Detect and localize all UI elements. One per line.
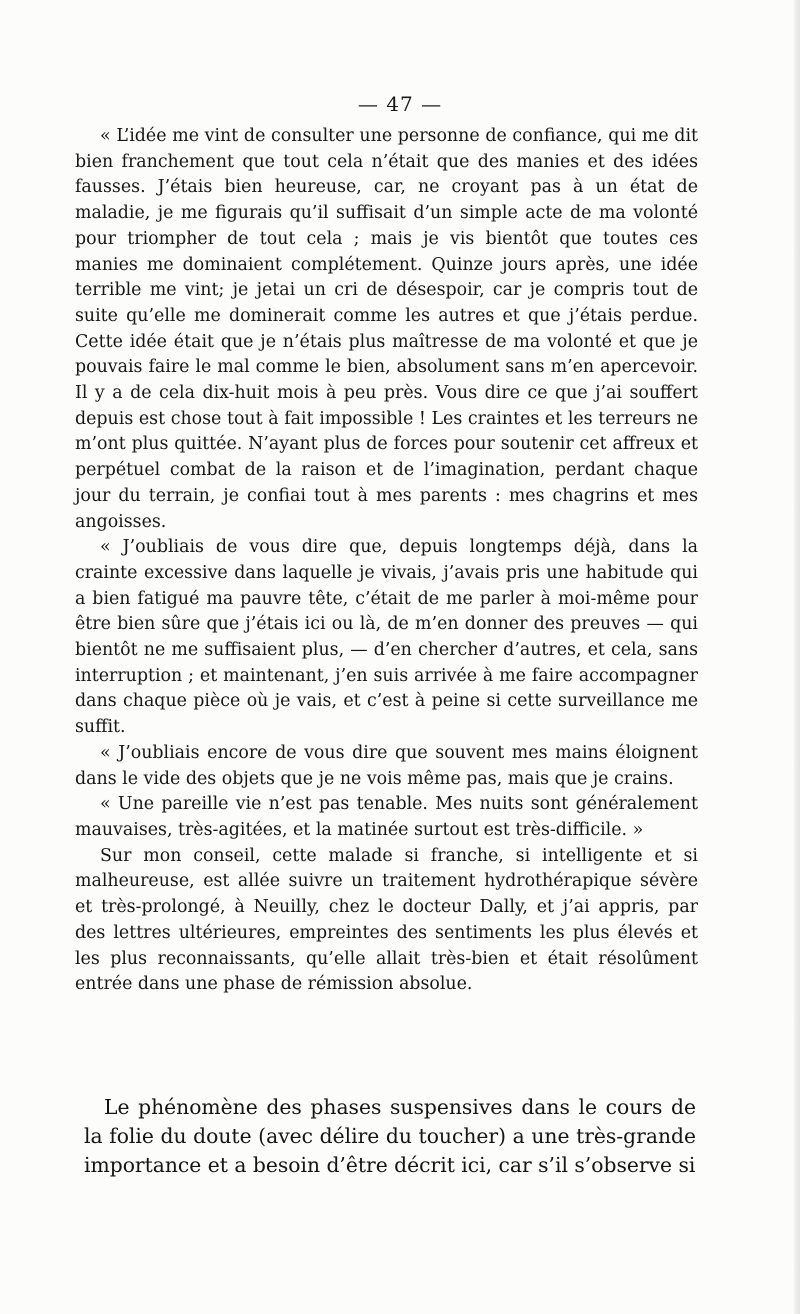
paragraph-nights: « Une pareille vie n’est pas tenable. Mes nuits sont généralement mauvaises, très-agitées, et la matinée surtout est très-difficile. » xyxy=(75,794,698,840)
closing-text xyxy=(84,1093,696,1180)
paragraph-habit: « J’oubliais de vous dire que, depuis longtemps déjà, dans la crainte excessive dans laquelle je vivais, j’avais pris une habitude qui a bien fatigué ma pauvre tête, c’était de me parler à moi-même pour être bien sûre que j’étais ici ou là, de m’en donner des preuves — qui bientôt ne me suffisaient plus, — d’en chercher d’autres, et cela, sans interruption ; et maintenant, j’en suis arrivée à me faire accompagner dans chaque pièce où je vais, et c’est à peine si cette surveillance me suffit. xyxy=(75,537,698,738)
paragraph-hands: « J’oubliais encore de vous dire que souvent mes mains éloignent dans le vide des objets que je ne vois même pas, mais que je crains. xyxy=(75,742,698,789)
page-edge xyxy=(794,0,800,1314)
paragraph-treatment: Sur mon conseil, cette malade si franche, si intelligente et si malheureuse, est allée suivre un traitement hydrothérapique sévère et très-prolongé, à Neuilly, chez le docteur Dally, et j’ai appris, par des lettres ultérieures, empreintes des sentiments les plus élevés et les plus reconnaissants, qu’elle allait très-bien et était résolûment entrée dans une phase de rémission absolue. xyxy=(75,845,698,995)
page-number: — 47 — xyxy=(357,92,443,116)
body-text xyxy=(75,124,698,998)
paragraph-consultation: « L’idée me vint de consulter une personne de confiance, qui me dit bien franchement que tout cela n’était que des manies et des idées fausses. J’étais bien heureuse, car, ne croyant pas à un état de maladie, je me figurais qu’il suffisait d’un simple acte de ma volonté pour triompher de tout cela ; mais je vis bientôt que toutes ces manies me dominaient complétement. Quinze jours après, une idée terrible me vint; je jetai un cri de désespoir, car je compris tout de suite qu’elle me dominerait comme les autres et que j’étais perdue. Cette idée était que je n’étais plus maîtresse de ma volonté et que je pouvais faire le mal comme le bien, absolument sans m’en apercevoir. Il y a de cela dix-huit mois à peu près. Vous dire ce que j’ai souffert depuis est chose tout à fait impossible ! Les craintes et les terreurs ne m’ont plus quittée. N’ayant plus de forces pour soutenir cet affreux et perpétuel combat de la raison et de l’imagination, perdant chaque jour du terrain, je confiai tout à mes parents : mes chagrins et mes angoisses. xyxy=(75,126,698,532)
paragraph-phases: Le phénomène des phases suspensives dans le cours de la folie du doute (avec délire du toucher) a une très-grande importance et a besoin d’être décrit ici, car s’il s’observe si xyxy=(84,1095,696,1177)
